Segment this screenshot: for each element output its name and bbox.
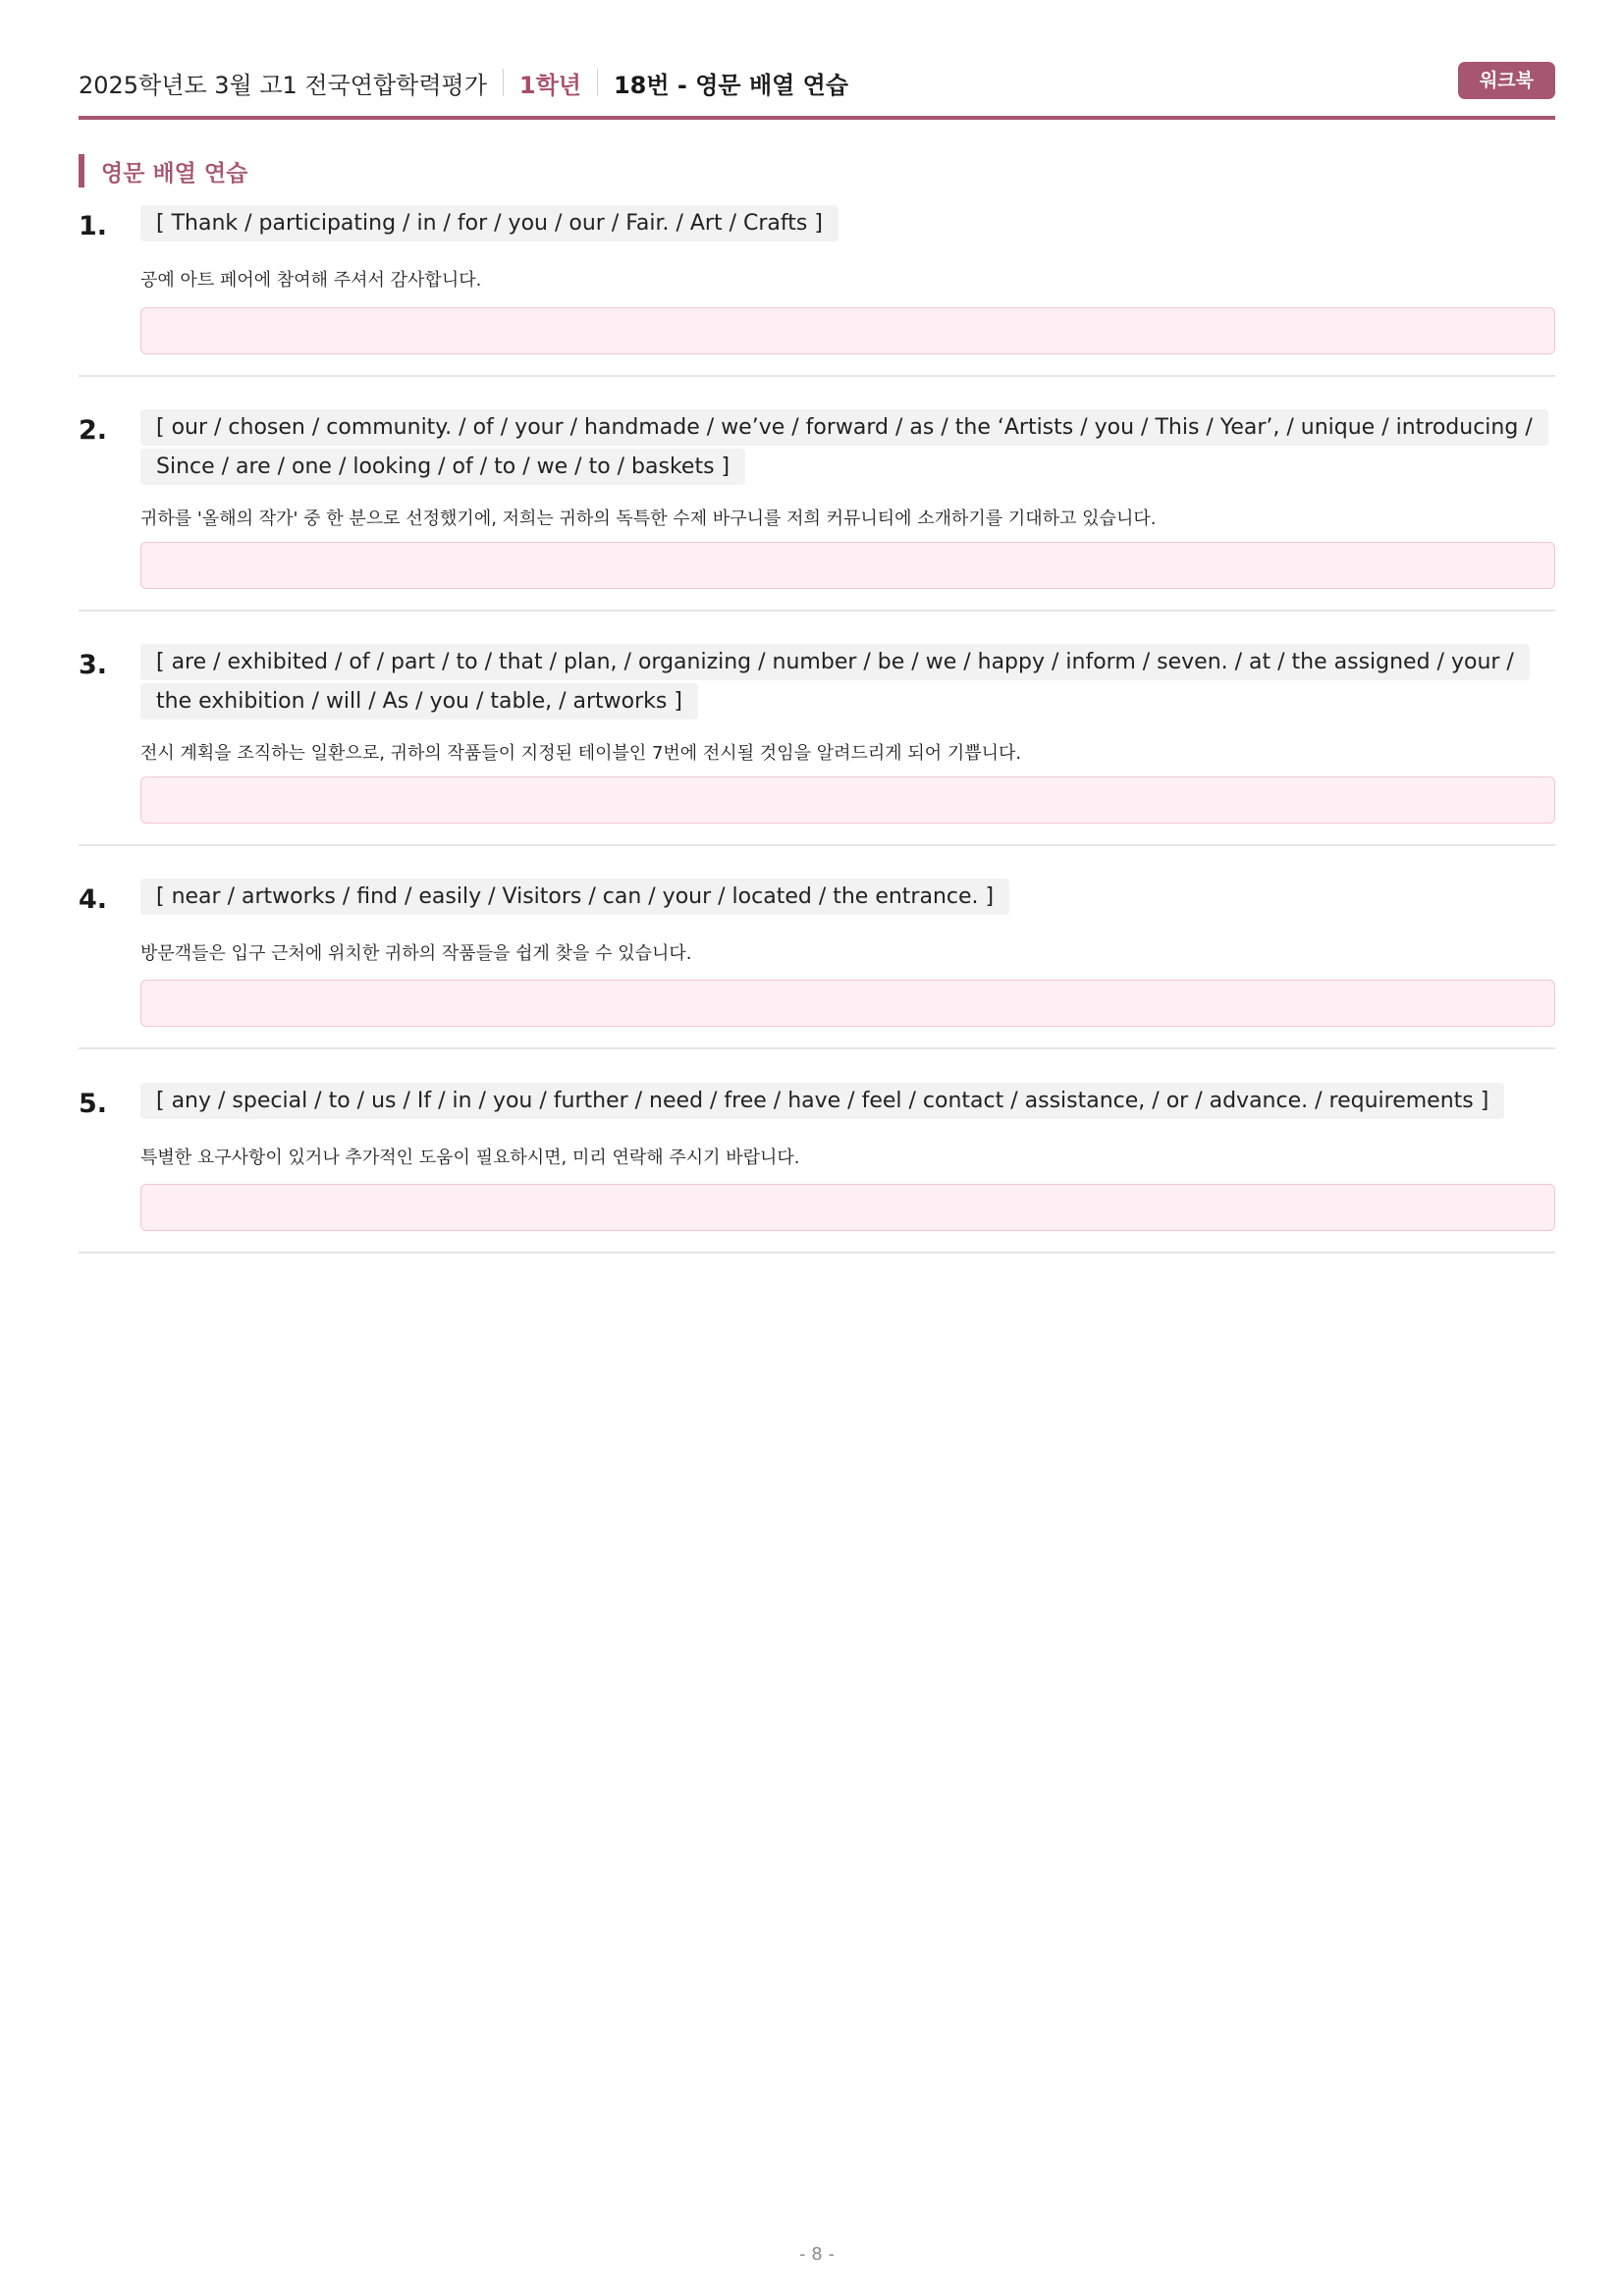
question-divider bbox=[79, 1252, 1555, 1254]
question-divider bbox=[79, 375, 1555, 377]
question-number: 1. bbox=[79, 211, 108, 241]
page-number: - 8 - bbox=[799, 2244, 835, 2265]
word-list: [ any / special / to / us / If / in / you / further / need / free / have / feel / contact / assistance, / or / advance. / requirements ] bbox=[140, 1083, 1504, 1119]
question-number: 5. bbox=[79, 1089, 108, 1119]
worksheet-page bbox=[79, 0, 1555, 2296]
question-divider bbox=[79, 610, 1555, 612]
answer-field[interactable] bbox=[140, 980, 1555, 1027]
word-list: [ our / chosen / community. / of / your / handmade / we’ve / forward / as / the ‘Artists / you / This / Year’, / unique / introducing / Since / are / one / looking / of / to / we / to / baskets ] bbox=[140, 409, 1548, 485]
page-header bbox=[79, 61, 1555, 104]
korean-translation: 전시 계획을 조직하는 일환으로, 귀하의 작품들이 지정된 테이블인 7번에 전시될 것임을 알려드리게 되어 기쁩니다. bbox=[140, 743, 1022, 764]
word-list: [ Thank / participating / in / for / you / our / Fair. / Art / Crafts ] bbox=[140, 205, 839, 241]
header-divider bbox=[597, 69, 598, 96]
word-list: [ near / artworks / find / easily / Visitors / can / your / located / the entrance. ] bbox=[140, 879, 1009, 915]
korean-translation: 공예 아트 페어에 참여해 주셔서 감사합니다. bbox=[140, 270, 482, 291]
page-title: 18번 - 영문 배열 연습 bbox=[613, 71, 849, 99]
section-accent-bar bbox=[79, 154, 84, 187]
korean-translation: 특별한 요구사항이 있거나 추가적인 도움이 필요하시면, 미리 연락해 주시기 바랍니다. bbox=[140, 1148, 800, 1168]
question-divider bbox=[79, 844, 1555, 846]
word-bank bbox=[140, 643, 1555, 721]
workbook-badge: 워크북 bbox=[1458, 62, 1555, 99]
section-heading bbox=[79, 154, 247, 187]
section-title: 영문 배열 연습 bbox=[101, 160, 248, 187]
word-list: [ are / exhibited / of / part / to / that / plan, / organizing / number / be / we / happy / inform / seven. / at / the assigned / your / the exhibition / will / As / you / table, / artworks ] bbox=[140, 644, 1530, 720]
word-bank bbox=[140, 878, 1555, 917]
answer-field[interactable] bbox=[140, 307, 1555, 354]
question-divider bbox=[79, 1047, 1555, 1049]
answer-field[interactable] bbox=[140, 542, 1555, 589]
header-rule bbox=[79, 116, 1555, 120]
header-divider bbox=[503, 69, 504, 96]
grade-label: 1학년 bbox=[518, 71, 581, 99]
word-bank bbox=[140, 408, 1555, 487]
answer-field[interactable] bbox=[140, 1184, 1555, 1231]
answer-field[interactable] bbox=[140, 776, 1555, 824]
question-number: 3. bbox=[79, 650, 108, 680]
word-bank bbox=[140, 204, 1555, 243]
korean-translation: 귀하를 '올해의 작가' 중 한 분으로 선정했기에, 저희는 귀하의 독특한 수제 바구니를 저희 커뮤니티에 소개하기를 기대하고 있습니다. bbox=[140, 508, 1157, 529]
exam-name: 2025학년도 3월 고1 전국연합학력평가 bbox=[79, 71, 487, 99]
question-number: 4. bbox=[79, 884, 108, 915]
question-number: 2. bbox=[79, 415, 108, 446]
word-bank bbox=[140, 1082, 1555, 1121]
korean-translation: 방문객들은 입구 근처에 위치한 귀하의 작품들을 쉽게 찾을 수 있습니다. bbox=[140, 943, 692, 964]
